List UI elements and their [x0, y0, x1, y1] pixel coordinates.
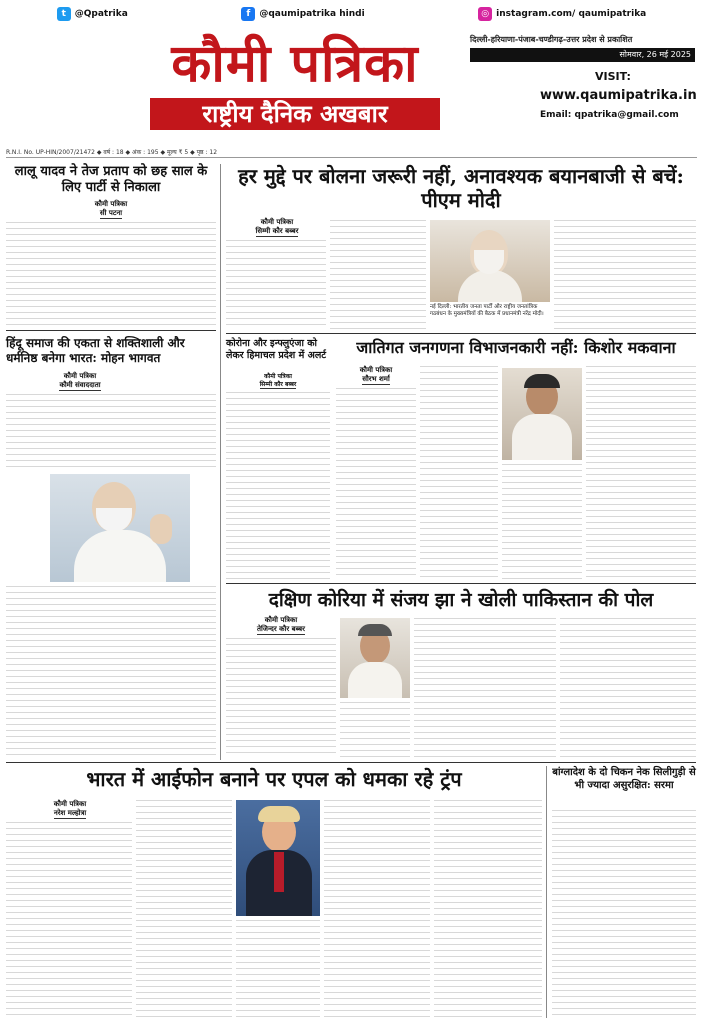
instagram-icon: ◎: [478, 7, 492, 21]
story-body: [324, 800, 430, 1018]
story-modi: [226, 164, 696, 212]
makwana-photo: [502, 368, 582, 460]
story-lalu: [6, 164, 216, 219]
visit-label: VISIT:: [595, 70, 631, 83]
story-apple: [6, 766, 542, 792]
byline-author: तेजिन्दर कौर बब्बर: [257, 625, 305, 633]
story-byline: [336, 366, 416, 385]
story-byline: [20, 800, 120, 819]
story-headline[interactable]: दक्षिण कोरिया में संजय झा ने खोली पाकिस्तान की पोल: [268, 589, 654, 611]
twitter-handle[interactable]: [57, 7, 128, 21]
story-body: [136, 800, 232, 1018]
story-body: [434, 800, 542, 1018]
story-body: [6, 822, 132, 1018]
newspaper-subtitle: राष्ट्रीय दैनिक अखबार: [150, 98, 440, 130]
byline-author: सिम्मी कौर बब्बर: [259, 381, 297, 388]
twitter-icon: t: [57, 7, 71, 21]
social-bar: [0, 4, 703, 24]
byline-author: नरेश मल्होत्रा: [53, 809, 87, 817]
story-byline: [226, 616, 336, 635]
byline-tag: कौमी पत्रिका: [94, 200, 128, 208]
editions-line: दिल्ली-हरियाणा-पंजाब-चण्डीगढ़-उत्तर प्रदेश से प्रकाशित: [470, 35, 633, 44]
story-body: [502, 464, 582, 580]
story-body: [414, 618, 556, 758]
byline-tag: कौमी पत्रिका: [63, 372, 97, 380]
story-body: [336, 388, 416, 580]
story-bangladesh: [552, 766, 696, 792]
byline-author: कौमी संवाददाता: [59, 381, 101, 389]
story-body: [226, 392, 330, 580]
date-bar: [470, 48, 695, 62]
trump-photo: [236, 800, 320, 916]
byline-author: सौरभ शर्मा: [362, 375, 390, 383]
registration-line: R.N.I. No. UP-HIN/2007/21472 ◆ वर्ष : 18 ◆ अंक : 195 ◆ मूल्य ₹ 5 ◆ पृष्ठ : 12: [6, 148, 697, 158]
story-headline[interactable]: बांग्लादेश के दो चिकन नेक सिलीगुड़ी से भी ज्यादा असुरक्षित: सरमा: [552, 767, 696, 791]
byline-tag: कौमी पत्रिका: [260, 218, 294, 226]
byline-tag: कौमी पत्रिका: [264, 616, 298, 624]
story-body: [226, 638, 336, 758]
story-body: [420, 366, 498, 580]
instagram-text: instagram.com/ qaumipatrika: [496, 9, 647, 19]
byline-tag: कौमी पत्रिका: [359, 366, 393, 374]
byline-tag: कौमी पत्रिका: [53, 800, 87, 808]
divider: [6, 762, 696, 763]
story-headline[interactable]: भारत में आईफोन बनाने पर एपल को धमका रहे ट्रंप: [86, 767, 462, 791]
story-body: [554, 220, 696, 330]
story-jha: [226, 588, 696, 612]
email-link[interactable]: Email: qpatrika@gmail.com: [540, 110, 679, 120]
story-covid: [226, 338, 330, 362]
story-body: [330, 220, 426, 330]
byline-tag: कौमी पत्रिका: [264, 373, 292, 380]
story-headline[interactable]: लालू यादव ने तेज प्रताप को छह साल के लिए पार्टी से निकाला: [14, 164, 208, 195]
story-body: [6, 394, 216, 472]
byline-author: सी पटना: [99, 209, 123, 217]
column-divider: [546, 766, 547, 1018]
modi-photo: [430, 220, 550, 302]
story-body: [6, 222, 216, 326]
issue-date: सोमवार, 26 मई 2025: [619, 50, 691, 59]
story-headline[interactable]: जातिगत जनगणना विभाजनकारी नहीं: किशोर मकवाना: [356, 338, 676, 357]
website-link[interactable]: www.qaumipatrika.in: [540, 88, 697, 103]
story-byline: [6, 200, 216, 219]
story-bhagwat: [6, 336, 216, 366]
newspaper-title: कौमी पत्रिका: [171, 33, 419, 94]
twitter-text: @Qpatrika: [74, 9, 128, 19]
story-body: [552, 810, 696, 1018]
column-divider: [220, 164, 221, 760]
story-headline[interactable]: कोरोना और इन्फ्लुएंजा को लेकर हिमाचल प्रदेश में अलर्ट: [226, 338, 327, 361]
facebook-handle[interactable]: [241, 7, 364, 21]
bhagwat-photo: [50, 474, 190, 582]
jha-photo: [340, 618, 410, 698]
masthead: [0, 34, 703, 142]
byline-author: सिम्मी कौर बब्बर: [255, 227, 299, 235]
story-byline: [232, 218, 322, 237]
story-body: [560, 618, 696, 758]
story-byline: [30, 372, 130, 391]
story-byline: [226, 372, 330, 389]
divider: [226, 583, 696, 584]
story-body: [226, 240, 326, 330]
story-makwana: [336, 338, 696, 358]
facebook-text: @qaumipatrika hindi: [259, 9, 365, 19]
story-headline[interactable]: हिंदू समाज की एकता से शक्तिशाली और धर्मनिष्ठ बनेगा भारत: मोहन भागवत: [6, 336, 185, 365]
divider: [6, 330, 216, 331]
lead-headline[interactable]: हर मुद्दे पर बोलना जरूरी नहीं, अनावश्यक बयानबाजी से बचें: पीएम मोदी: [238, 164, 684, 212]
story-body: [340, 702, 410, 758]
divider: [226, 333, 696, 334]
story-body: [236, 920, 320, 1018]
photo-caption: नई दिल्ली: भारतीय जनता पार्टी और राष्ट्रीय जनतांत्रिक गठबंधन के मुख्यमंत्रियों की बैठक में प्रधानमंत्री नरेंद्र मोदी।: [430, 304, 544, 317]
facebook-icon: f: [241, 7, 255, 21]
instagram-handle[interactable]: [478, 7, 646, 21]
story-body: [6, 586, 216, 758]
story-body: [586, 366, 696, 580]
